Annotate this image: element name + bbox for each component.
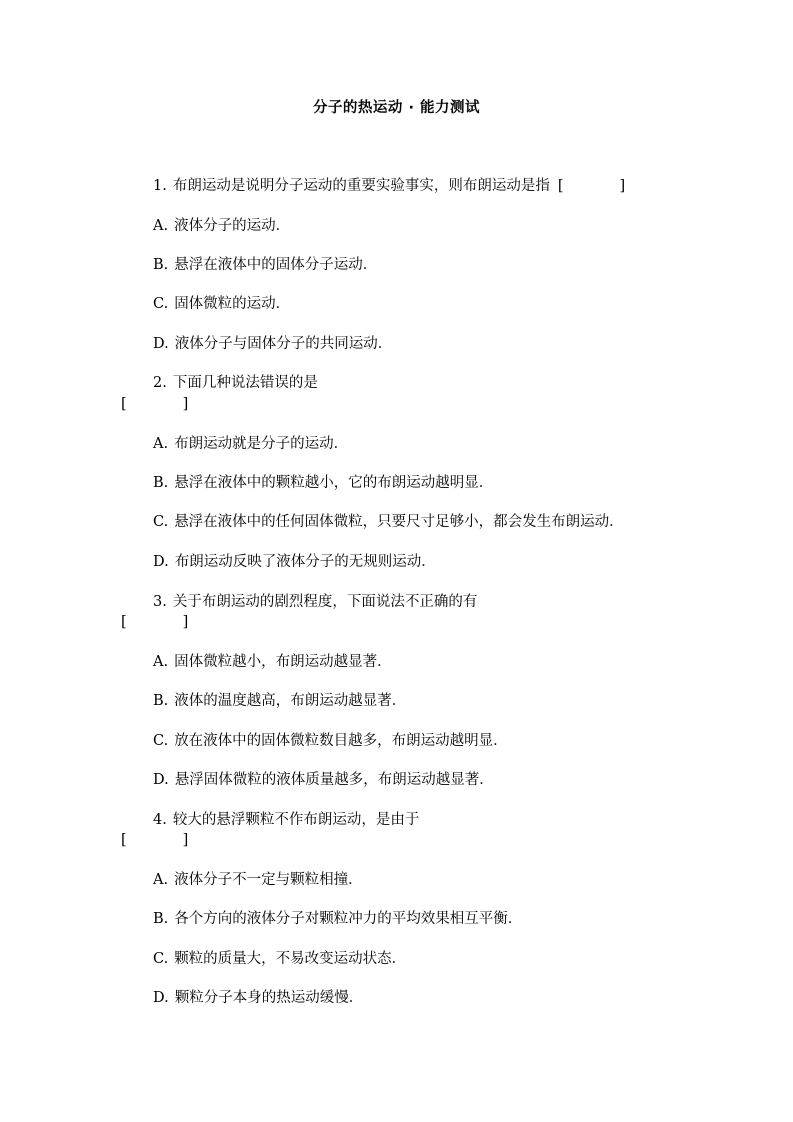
question-1-option-d	[153, 334, 392, 354]
question-text: 关于布朗运动的剧烈程度，下面说法不正确的有	[172, 594, 478, 610]
option-text: 液体分子不一定与颗粒相撞．	[174, 872, 363, 888]
question-number: 2.	[153, 375, 167, 391]
question-2-option-b	[153, 473, 493, 493]
question-text: 下面几种说法错误的是	[172, 375, 318, 391]
question-1-option-c	[153, 294, 290, 314]
answer-bracket: [ ]	[121, 396, 189, 412]
answer-bracket: [ ]	[121, 832, 189, 848]
question-2-option-c	[153, 512, 624, 532]
option-text: 布朗运动就是分子的运动．	[174, 436, 349, 452]
question-4-option-a	[153, 870, 363, 890]
question-text: 布朗运动是说明分子运动的重要实验事实，则布朗运动是指	[172, 178, 550, 194]
question-3-option-b	[153, 691, 406, 711]
question-3-option-d	[153, 770, 494, 790]
question-4-option-d	[153, 988, 363, 1008]
question-4-stem	[153, 810, 419, 830]
question-4-option-c	[153, 949, 406, 969]
option-letter: C.	[153, 514, 169, 530]
question-1-option-b	[153, 255, 377, 275]
question-2-option-a	[153, 434, 348, 454]
question-1-option-a	[153, 216, 290, 236]
question-number: 3.	[153, 594, 167, 610]
answer-bracket: [ ]	[121, 614, 189, 630]
option-letter: D.	[153, 554, 169, 570]
question-4-option-b	[153, 909, 522, 929]
option-text: 放在液体中的固体微粒数目越多，布朗运动越明显．	[174, 733, 508, 749]
option-text: 布朗运动反映了液体分子的无规则运动．	[174, 554, 436, 570]
option-letter: B.	[153, 475, 169, 491]
question-text: 较大的悬浮颗粒不作布朗运动，是由于	[172, 812, 420, 828]
option-text: 液体分子与固体分子的共同运动．	[174, 336, 393, 352]
option-letter: D.	[153, 772, 169, 788]
option-text: 颗粒的质量大，不易改变运动状态．	[174, 951, 407, 967]
option-text: 颗粒分子本身的热运动缓慢．	[174, 990, 364, 1006]
question-2-stem	[153, 373, 318, 393]
option-letter: A.	[153, 218, 169, 234]
question-3-option-a	[153, 652, 392, 672]
option-text: 悬浮在液体中的任何固体微粒，只要尺寸足够小，都会发生布朗运动．	[174, 514, 624, 530]
option-letter: C.	[153, 951, 169, 967]
option-letter: D.	[153, 990, 169, 1006]
option-letter: A.	[153, 436, 169, 452]
question-3-stem	[153, 592, 477, 612]
question-number: 4.	[153, 812, 167, 828]
option-text: 液体的温度越高，布朗运动越显著．	[174, 693, 407, 709]
option-text: 各个方向的液体分子对颗粒冲力的平均效果相互平衡．	[174, 911, 523, 927]
question-3-option-c	[153, 731, 508, 751]
question-number: 1.	[153, 178, 167, 194]
question-2-option-d	[153, 552, 436, 572]
option-letter: A.	[153, 654, 169, 670]
option-letter: A.	[153, 872, 169, 888]
option-text: 悬浮固体微粒的液体质量越多，布朗运动越显著．	[174, 772, 494, 788]
page-title: 分子的热运动 · 能力测试	[312, 100, 481, 116]
question-1-stem	[153, 176, 625, 196]
option-letter: B.	[153, 911, 169, 927]
option-letter: B.	[153, 257, 169, 273]
option-letter: C.	[153, 733, 169, 749]
option-text: 固体微粒的运动．	[174, 296, 291, 312]
option-text: 悬浮在液体中的颗粒越小，它的布朗运动越明显．	[174, 475, 494, 491]
option-letter: D.	[153, 336, 169, 352]
option-letter: B.	[153, 693, 169, 709]
option-letter: C.	[153, 296, 169, 312]
option-text: 固体微粒越小，布朗运动越显著．	[174, 654, 392, 670]
option-text: 悬浮在液体中的固体分子运动．	[174, 257, 378, 273]
option-text: 液体分子的运动．	[174, 218, 291, 234]
answer-bracket: [ ]	[557, 178, 626, 194]
